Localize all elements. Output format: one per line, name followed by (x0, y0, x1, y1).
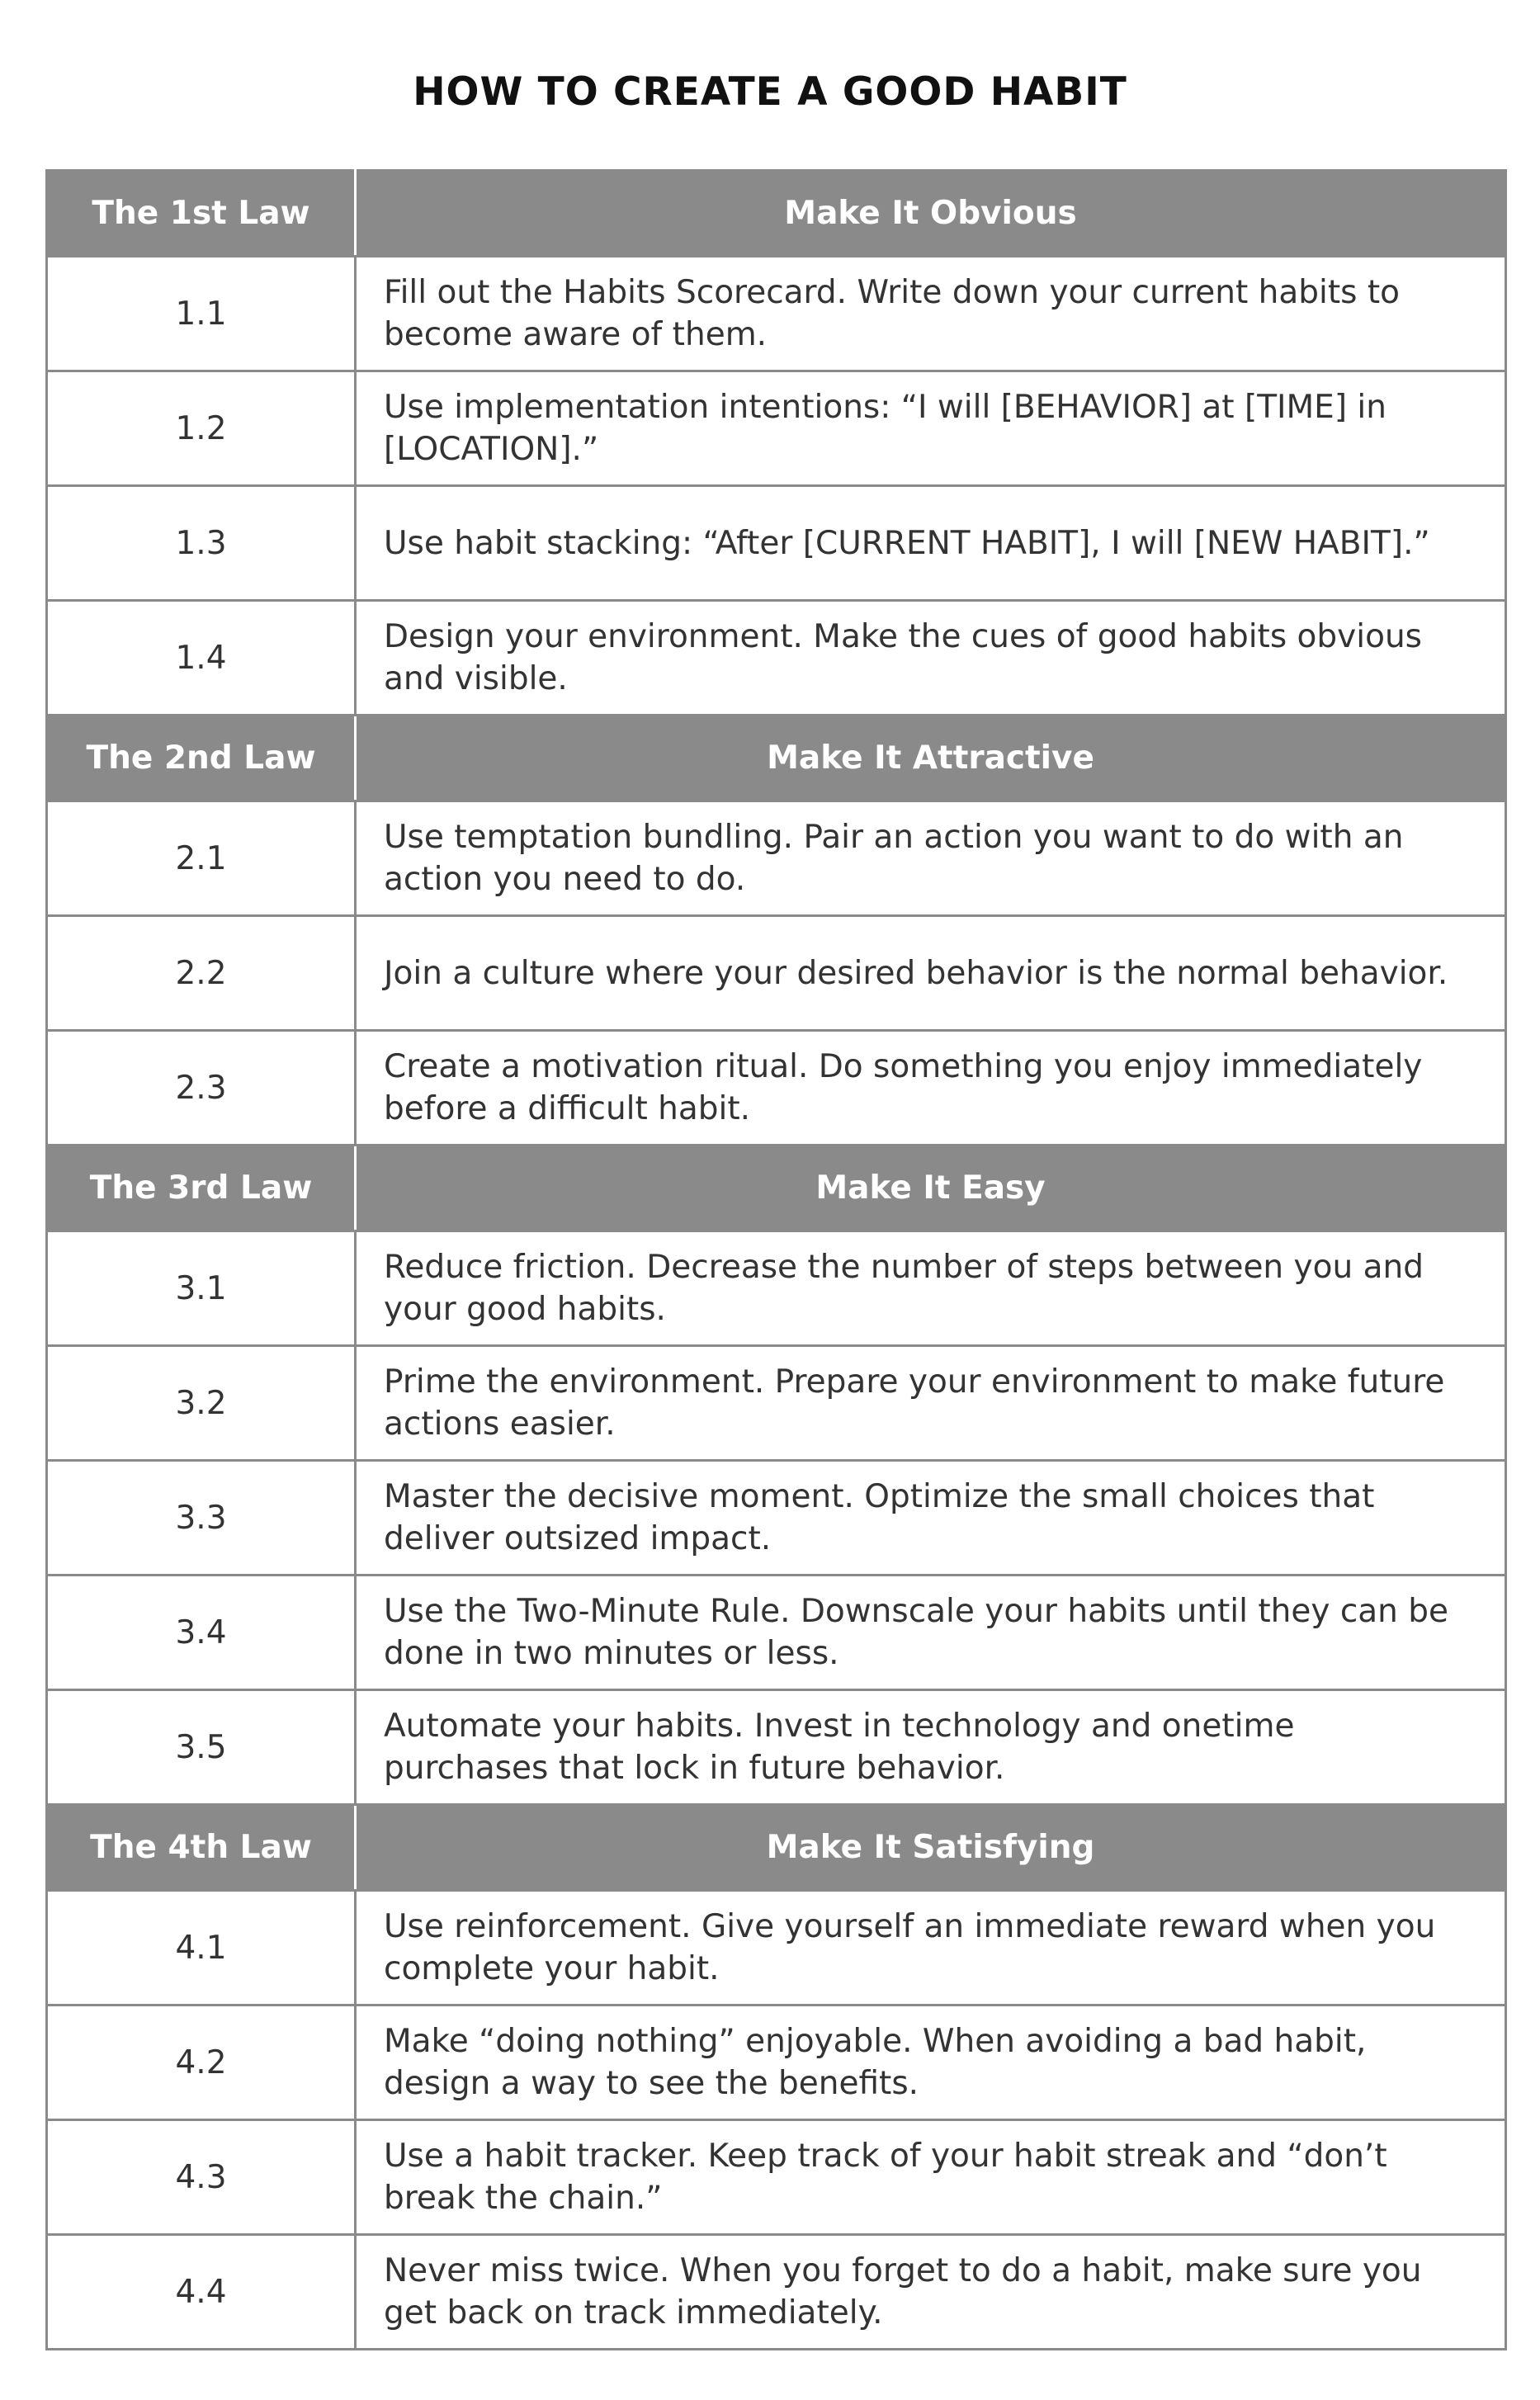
table-row (47, 371, 1506, 486)
item-number: 2.1 (47, 801, 356, 916)
item-description: Make “doing nothing” enjoyable. When avoiding a bad habit, design a way to see the benefits. (356, 2006, 1506, 2120)
law-header-row (47, 1146, 1506, 1231)
item-number: 1.2 (47, 371, 356, 486)
table-row (47, 486, 1506, 601)
table-row (47, 257, 1506, 371)
item-number: 2.3 (47, 1031, 356, 1146)
item-number: 4.2 (47, 2006, 356, 2120)
item-description: Fill out the Habits Scorecard. Write down your current habits to become aware of them. (356, 257, 1506, 371)
law-title: Make It Easy (356, 1146, 1506, 1231)
item-number: 4.3 (47, 2120, 356, 2235)
law-header-row (47, 171, 1506, 257)
item-description: Use temptation bundling. Pair an action you want to do with an action you need to do. (356, 801, 1506, 916)
table-row (47, 801, 1506, 916)
item-description: Join a culture where your desired behavior is the normal behavior. (356, 916, 1506, 1031)
law-header-row (47, 1805, 1506, 1891)
table-row (47, 601, 1506, 716)
item-number: 3.1 (47, 1231, 356, 1346)
item-number: 1.4 (47, 601, 356, 716)
law-title: Make It Satisfying (356, 1805, 1506, 1891)
item-number: 3.2 (47, 1346, 356, 1461)
item-number: 4.4 (47, 2235, 356, 2350)
table-row (47, 1346, 1506, 1461)
table-row (47, 2006, 1506, 2120)
item-number: 3.5 (47, 1690, 356, 1805)
table-row (47, 1231, 1506, 1346)
law-header-row (47, 716, 1506, 801)
item-number: 3.4 (47, 1576, 356, 1690)
item-number: 1.1 (47, 257, 356, 371)
law-title: Make It Attractive (356, 716, 1506, 801)
item-description: Automate your habits. Invest in technology and onetime purchases that lock in future behavior. (356, 1690, 1506, 1805)
law-label: The 4th Law (47, 1805, 356, 1891)
law-title: Make It Obvious (356, 171, 1506, 257)
table-row (47, 1891, 1506, 2006)
item-description: Use reinforcement. Give yourself an immediate reward when you complete your habit. (356, 1891, 1506, 2006)
table-row (47, 1576, 1506, 1690)
law-label: The 3rd Law (47, 1146, 356, 1231)
table-row (47, 1031, 1506, 1146)
table-row (47, 2120, 1506, 2235)
item-number: 1.3 (47, 486, 356, 601)
item-description: Use implementation intentions: “I will [BEHAVIOR] at [TIME] in [LOCATION].” (356, 371, 1506, 486)
page-title: HOW TO CREATE A GOOD HABIT (413, 69, 1127, 115)
table-row (47, 2235, 1506, 2350)
table-row (47, 1690, 1506, 1805)
item-description: Never miss twice. When you forget to do a habit, make sure you get back on track immediately. (356, 2235, 1506, 2350)
table-row (47, 1461, 1506, 1576)
item-description: Use a habit tracker. Keep track of your habit streak and “don’t break the chain.” (356, 2120, 1506, 2235)
item-description: Use habit stacking: “After [CURRENT HABIT], I will [NEW HABIT].” (356, 486, 1506, 601)
item-number: 2.2 (47, 916, 356, 1031)
item-number: 3.3 (47, 1461, 356, 1576)
habits-table-body (47, 171, 1506, 2350)
item-description: Design your environment. Make the cues of good habits obvious and visible. (356, 601, 1506, 716)
item-description: Prime the environment. Prepare your environment to make future actions easier. (356, 1346, 1506, 1461)
habits-table (45, 169, 1507, 2350)
item-description: Use the Two-Minute Rule. Downscale your habits until they can be done in two minutes or less. (356, 1576, 1506, 1690)
law-label: The 1st Law (47, 171, 356, 257)
item-description: Create a motivation ritual. Do something you enjoy immediately before a difficult habit. (356, 1031, 1506, 1146)
item-description: Reduce friction. Decrease the number of steps between you and your good habits. (356, 1231, 1506, 1346)
law-label: The 2nd Law (47, 716, 356, 801)
item-description: Master the decisive moment. Optimize the small choices that deliver outsized impact. (356, 1461, 1506, 1576)
table-row (47, 916, 1506, 1031)
item-number: 4.1 (47, 1891, 356, 2006)
